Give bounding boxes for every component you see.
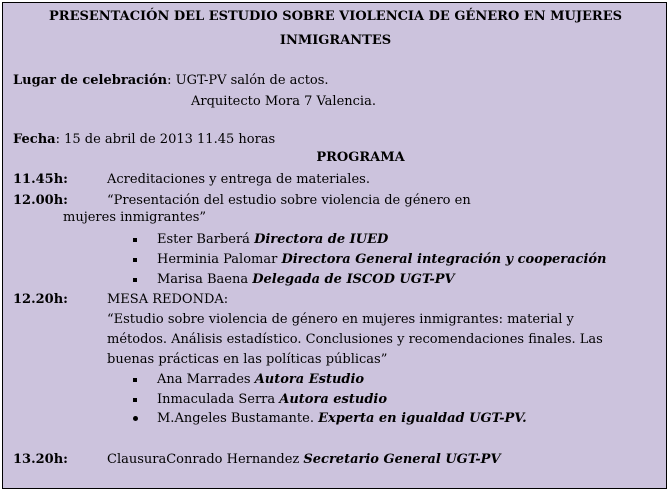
speaker-name: Ester Barberá: [157, 232, 255, 247]
schedule-time: 11.45h:: [13, 172, 68, 187]
speaker-role: Delegada de ISCOD UGT-PV: [252, 272, 455, 287]
round-bullet-icon: [133, 416, 138, 421]
closing-text: ClausuraConrado Hernandez: [107, 452, 304, 467]
date-line: [13, 132, 275, 148]
venue-address: Arquitecto Mora 7 Valencia.: [191, 94, 376, 109]
schedule-text: Acreditaciones y entrega de materiales.: [107, 172, 370, 187]
speaker-name: Marisa Baena: [157, 272, 253, 287]
speaker-item: [133, 252, 607, 268]
square-bullet-icon: [133, 278, 137, 282]
event-document: [2, 2, 667, 489]
date-value: : 15 de abril de 2013 11.45 horas: [55, 132, 276, 147]
schedule-text: “Presentación del estudio sobre violencia de género en: [107, 193, 471, 208]
date-label: Fecha: [13, 132, 56, 147]
schedule-time: 12.20h:: [13, 292, 68, 307]
document-title-line2: INMIGRANTES: [279, 33, 392, 48]
speaker-name: Herminia Palomar: [157, 252, 282, 267]
speaker-role: Autora estudio: [279, 392, 388, 407]
schedule-time: 12.00h:: [13, 193, 68, 208]
square-bullet-icon: [133, 378, 137, 382]
schedule-text-cont: “Estudio sobre violencia de género en mujeres inmigrantes: material y: [107, 312, 574, 327]
speaker-item: [133, 272, 455, 288]
speaker-name: Inmaculada Serra: [157, 392, 280, 407]
venue-line: [13, 73, 329, 89]
speaker-item: [133, 392, 387, 408]
schedule-time: 13.20h:: [13, 452, 68, 467]
speaker-role: Directora General integración y cooperación: [281, 252, 607, 267]
speaker-name: M.Angeles Bustamante.: [157, 411, 319, 426]
program-heading: PROGRAMA: [316, 150, 405, 165]
venue-label: Lugar de celebración: [13, 73, 168, 88]
speaker-role: Directora de IUED: [254, 232, 389, 247]
speaker-item: [133, 232, 388, 248]
speaker-role: Experta en igualdad UGT-PV.: [318, 411, 527, 426]
square-bullet-icon: [133, 238, 137, 242]
speaker-role: Autora Estudio: [254, 372, 365, 387]
square-bullet-icon: [133, 258, 137, 262]
schedule-text: MESA REDONDA:: [107, 292, 229, 307]
speaker-name: Ana Marrades: [157, 372, 255, 387]
closing-role: Secretario General UGT-PV: [303, 452, 501, 467]
schedule-text-cont: mujeres inmigrantes”: [63, 210, 207, 225]
schedule-text-cont: métodos. Análisis estadístico. Conclusiones y recomendaciones finales. Las: [107, 332, 603, 347]
square-bullet-icon: [133, 398, 137, 402]
closing-line: [107, 452, 501, 468]
speaker-item: [133, 411, 527, 427]
schedule-text-cont: buenas prácticas en las políticas públicas”: [107, 352, 388, 367]
venue-value: : UGT-PV salón de actos.: [167, 73, 329, 88]
speaker-item: [133, 372, 364, 388]
document-title-line1: PRESENTACIÓN DEL ESTUDIO SOBRE VIOLENCIA DE GÉNERO EN MUJERES: [48, 9, 622, 24]
